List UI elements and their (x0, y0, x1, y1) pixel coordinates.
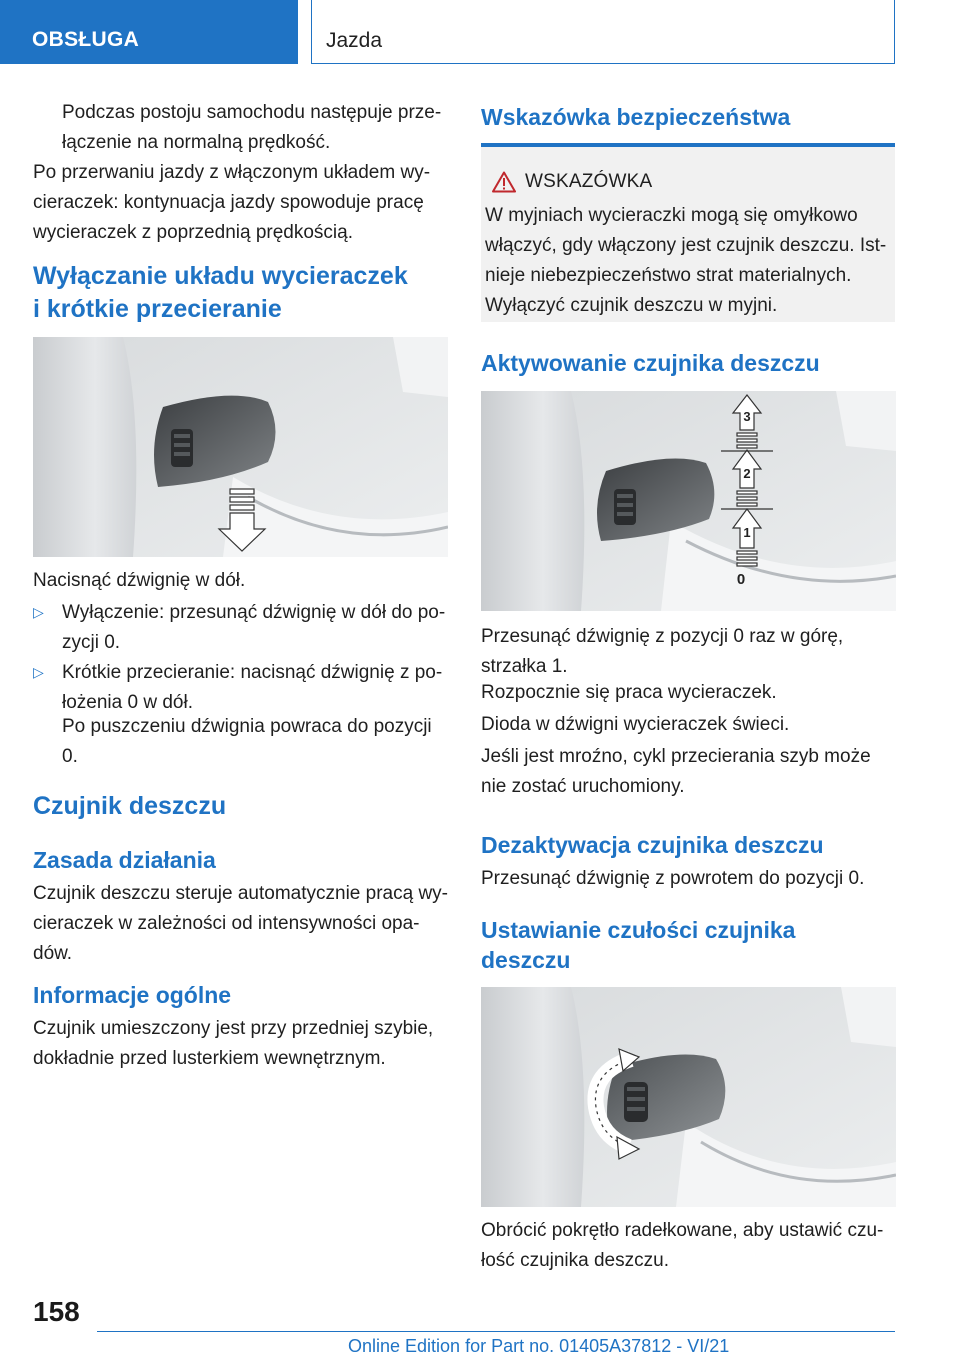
activate-result-text: Rozpocznie się praca wycieraczek. (481, 682, 777, 703)
warning-box (481, 147, 895, 322)
heading-principle: Zasada działania (33, 847, 216, 873)
figure-knurled-wheel (481, 987, 896, 1207)
heading-rain-sensor: Czujnik deszczu (33, 792, 227, 820)
intro-indented: Podczas postoju samochodu następuje prze- łączenie na normalną prędkość. (62, 102, 442, 153)
page-number: 158 (33, 1296, 80, 1327)
deactivate-text: Przesunąć dźwignię z powrotem do pozycji 0. (481, 868, 865, 889)
sensitivity-text: Obrócić pokrętło radełkowane, aby ustawić czu- łość czujnika deszczu. (481, 1220, 884, 1271)
heading-general: Informacje ogólne (33, 982, 232, 1008)
warning-triangle-icon (492, 171, 516, 193)
position-label: 0 (736, 571, 746, 588)
triangle-bullet-icon: ▷ (33, 604, 44, 620)
activate-led-text: Dioda w dźwigni wycieraczek świeci. (481, 714, 790, 735)
heading-safety: Wskazówka bezpieczeństwa (481, 104, 791, 130)
chapter-title: Jazda (311, 0, 895, 64)
position-label: 2 (743, 466, 751, 481)
edition-text: Online Edition for Part no. 01405A37812 - VI/21 (348, 1336, 730, 1356)
press-down-text: Nacisnąć dźwignię w dół. (33, 570, 246, 591)
after-release-text: Po puszczeniu dźwignia powraca do pozycji 0. (62, 716, 432, 767)
section-tab: OBSŁUGA (0, 0, 298, 64)
knurled-wheel-illustration (481, 987, 896, 1207)
bullet-text: Wyłączenie: przesunąć dźwignię w dół do po- zycji 0. (62, 602, 446, 653)
principle-text: Czujnik deszczu steruje automatycznie pracą wy- cieraczek w zależności od intensywności opa- dów. (33, 883, 449, 964)
triangle-bullet-icon: ▷ (33, 664, 44, 680)
position-label: 1 (743, 525, 751, 540)
heading-activate: Aktywowanie czujnika deszczu (481, 350, 820, 376)
lever-down-illustration (33, 337, 448, 557)
heading-sensitivity: Ustawianie czułości czujnika deszczu (481, 917, 796, 973)
lever-positions-illustration (481, 391, 896, 611)
warning-title: WSKAZÓWKA (525, 171, 653, 192)
position-label: 3 (743, 409, 751, 424)
bullet-text: Krótkie przecieranie: nacisnąć dźwignię z po- łożenia 0 w dół. (62, 662, 443, 713)
heading-deactivate: Dezaktywacja czujnika deszczu (481, 832, 824, 858)
heading-wipers-off: Wyłączanie układu wycieraczek i krótkie przecieranie (33, 262, 408, 323)
activate-frost-text: Jeśli jest mroźno, cykl przecierania szyb może nie zostać uruchomiony. (481, 746, 871, 797)
activate-step-text: Przesunąć dźwignię z pozycji 0 raz w górę, strzałka 1. (481, 626, 844, 677)
general-text: Czujnik umieszczony jest przy przedniej szybie, dokładnie przed lusterkiem wewnętrznym. (33, 1018, 434, 1069)
intro-paragraph: Po przerwaniu jazdy z włączonym układem wy- cieraczek: kontynuacja jazdy spowoduje pracę wycieraczek z poprzednią prędkością. (33, 162, 431, 243)
figure-lever-down (33, 337, 448, 557)
warning-text: W myjniach wycieraczki mogą się omyłkowo włączyć, gdy włączony jest czujnik deszczu. Ist- nieje niebezpieczeństwo strat materialnych. Wyłączyć czujnik deszczu w myjni. (485, 205, 887, 316)
figure-lever-positions (481, 391, 896, 611)
